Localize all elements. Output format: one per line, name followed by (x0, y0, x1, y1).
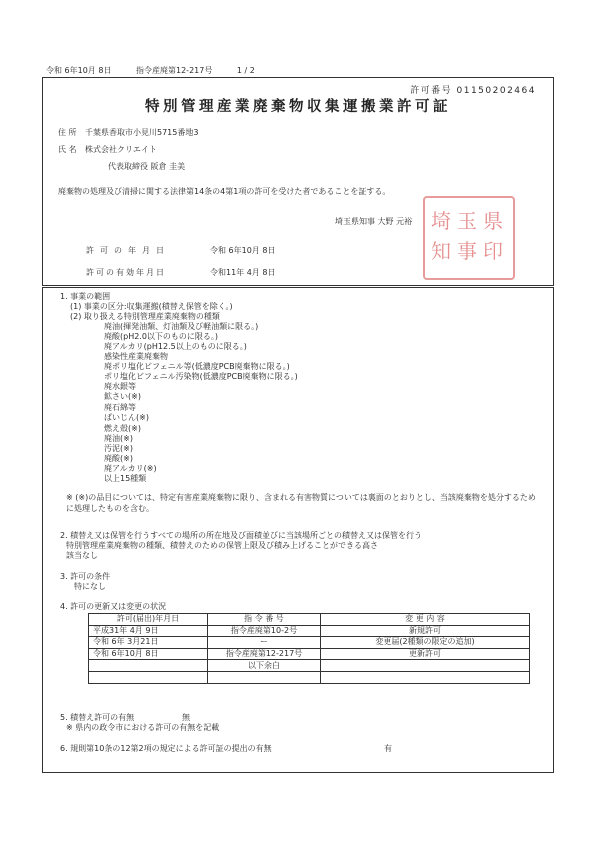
section3-value: 特になし (74, 582, 106, 591)
table-header-cell: 変 更 内 容 (321, 614, 530, 626)
waste-type-item: ばいじん(※) (104, 413, 149, 422)
header-page: 1 / 2 (236, 66, 255, 75)
table-cell: ー (208, 637, 321, 649)
prefectural-seal (423, 196, 515, 280)
waste-type-item: 廃油(※) (104, 434, 133, 443)
table-cell: 令和 6年10月 8日 (89, 648, 208, 660)
table-cell: 令和 6年 3月21日 (89, 637, 208, 649)
section5-note: ※ 県内の政令市における許可の有無を記載 (66, 723, 220, 732)
table-cell: 新規許可 (321, 625, 530, 637)
waste-type-item: 廃石綿等 (104, 403, 136, 412)
name-value: 株式会社クリエイト (85, 145, 157, 154)
table-cell (321, 660, 530, 672)
table-cell (208, 671, 321, 683)
section6-value: 有 (384, 744, 392, 753)
waste-type-item: ポリ塩化ビフェニル汚染物(低濃度PCB廃棄物に限る。) (104, 372, 298, 381)
table-row (89, 660, 530, 672)
permit-number: 許可番号 01150202464 (410, 86, 536, 96)
section3-heading: 3. 許可の条件 (60, 572, 111, 581)
certification-text: 廃棄物の処理及び清掃に関する法律第14条の4第1項の許可を受けた者であることを証する。 (58, 187, 391, 196)
table-cell (89, 660, 208, 672)
waste-type-item: 廃ポリ塩化ビフェニル等(低濃度PCB廃棄物に限る。) (104, 362, 290, 371)
section6-text: 6. 規則第10条の12第2項の規定による許可証の提出の有無 (60, 744, 272, 753)
table-row (89, 648, 530, 660)
waste-type-item: 廃油(揮発油類、灯油類及び軽油類に限る。) (104, 322, 259, 331)
representative: 代表取締役 阪倉 圭美 (108, 162, 186, 171)
waste-type-total: 以上15種類 (104, 474, 147, 483)
valid-until-value: 令和11年 4月 8日 (210, 268, 276, 277)
header-date: 令和 6年10月 8日 (46, 66, 112, 75)
section2-line: 特別管理産業廃棄物の種類、積替えのための保管上限及び積み上げることができる高さ (66, 541, 378, 550)
address-value: 千葉県香取市小見川5715番地3 (85, 128, 199, 137)
waste-type-item: 燃え殻(※) (104, 424, 141, 433)
table-cell: 指令産廃第12-217号 (208, 648, 321, 660)
table-cell: 指令産廃第10-2号 (208, 625, 321, 637)
section5-heading: 5. 積替え許可の有無 (60, 713, 135, 722)
governor: 埼玉県知事 大野 元裕 (335, 217, 413, 226)
permit-date-value: 令和 6年10月 8日 (210, 246, 276, 255)
waste-type-item: 廃アルカリ(pH12.5以上のものに限る。) (104, 342, 247, 351)
section2-value: 該当なし (66, 551, 98, 560)
table-cell (321, 671, 530, 683)
table-header-row (89, 614, 530, 626)
permit-date-label: 許可の年月日 (86, 246, 170, 255)
waste-type-item: 汚泥(※) (104, 444, 133, 453)
waste-type-item: 廃水銀等 (104, 382, 136, 391)
renewal-history-table (88, 613, 530, 684)
section5-value: 無 (182, 713, 190, 722)
waste-type-item: 廃アルカリ(※) (104, 464, 157, 473)
section1-note: ※ (※)の品目については、特定有害産業廃棄物に限り、含まれる有害物質については裏面のとおりとし、当該廃棄物を処分するために処理したものを含む。 (66, 493, 536, 513)
waste-type-item: 廃酸(pH2.0以下のものに限る。) (104, 332, 219, 341)
section1-heading: 1. 事業の範囲 (60, 292, 111, 301)
table-cell: 更新許可 (321, 648, 530, 660)
waste-type-item: 鉱さい(※) (104, 392, 141, 401)
section2-line: 2. 積替え又は保管を行うすべての場所の所在地及び面積並びに当該場所ごとの積替え又は保管を行う (60, 531, 423, 540)
table-header-cell: 指 令 番 号 (208, 614, 321, 626)
table-cell: 平成31年 4月 9日 (89, 625, 208, 637)
table-row (89, 671, 530, 683)
valid-until-label: 許可の有効年月日 (86, 268, 166, 277)
seal-text: 埼玉県知事印 (431, 209, 509, 263)
address-label: 住 所 (58, 128, 77, 137)
header-line (46, 66, 277, 76)
section4-heading: 4. 許可の更新又は変更の状況 (60, 602, 167, 611)
table-row (89, 637, 530, 649)
table-cell: 以下余白 (208, 660, 321, 672)
section1-item: (1) 事業の区分:収集運搬(積替え保管を除く。) (70, 302, 233, 311)
page-title: 特別管理産業廃棄物収集運搬業許可証 (145, 99, 451, 115)
table-row (89, 625, 530, 637)
table-header-cell: 許可(届出)年月日 (89, 614, 208, 626)
section1-item: (2) 取り扱える特別管理産業廃棄物の種類 (70, 312, 220, 321)
header-ref: 指令産廃第12-217号 (136, 66, 213, 75)
waste-type-item: 廃酸(※) (104, 454, 133, 463)
name-label: 氏 名 (58, 145, 77, 154)
waste-type-item: 感染性産業廃棄物 (104, 352, 168, 361)
table-cell (89, 671, 208, 683)
table-cell: 変更届(2種類の限定の追加) (321, 637, 530, 649)
